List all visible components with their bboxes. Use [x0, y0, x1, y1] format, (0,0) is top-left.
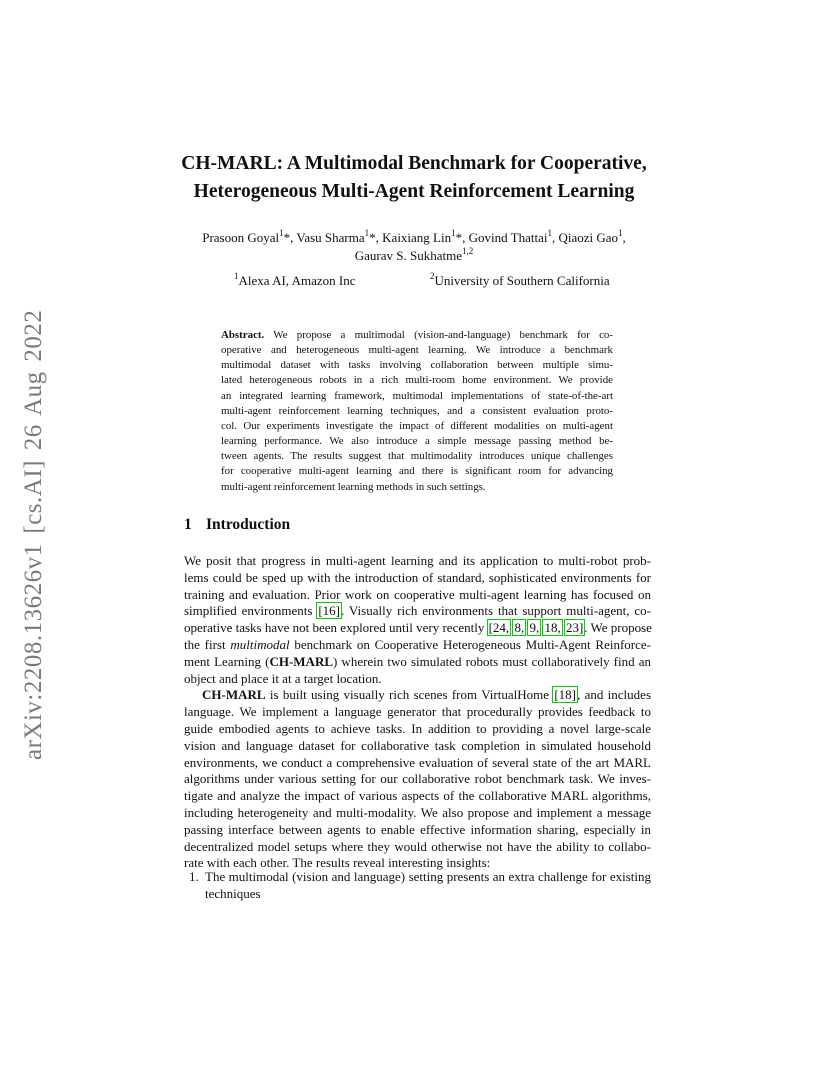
list-item-number: 1. — [189, 869, 199, 884]
author-name: Gaurav S. Sukhatme — [354, 248, 462, 263]
affiliation-name: Alexa AI, Amazon Inc — [238, 273, 356, 288]
title-line-1: CH-MARL: A Multimodal Benchmark for Cooperative, — [181, 153, 647, 174]
list-item-line: techniques — [205, 885, 261, 901]
text-run: benchmark on Cooperative Heterogeneous Multi-Agent Reinforce- — [289, 636, 652, 652]
author-affiliation-marker: 1 — [547, 227, 552, 238]
paragraph-line: decentralized model setups where they would otherwise not have the ability to collabo- — [184, 838, 651, 854]
abstract-line: tween agents. The results suggest that multimodality introduces unique challenges — [221, 450, 613, 463]
insights-list — [184, 869, 651, 903]
paragraph-line — [184, 637, 651, 654]
paragraph-line — [184, 687, 651, 704]
citation-link[interactable]: 18, — [544, 620, 561, 636]
paragraph-line: guide embodied agents to achieve tasks. In addition to providing a novel large-scale — [184, 720, 651, 736]
paragraph-line: passing interface between agents to enable effective information sharing, especially in — [184, 821, 651, 837]
text-run: is built using visually rich scenes from VirtualHome — [265, 687, 554, 703]
section-number: 1 — [184, 516, 192, 533]
bold-text: CH-MARL — [269, 653, 333, 669]
author-name: Govind Thattai — [468, 230, 548, 245]
paragraph-line — [184, 603, 651, 620]
affiliation-marker: 2 — [430, 270, 435, 281]
author-separator: *, — [283, 230, 297, 245]
abstract-line: for cooperative multi-agent learning and there is significant room for advancing — [221, 465, 613, 478]
author-separator: , — [551, 230, 559, 245]
abstract-label: Abstract. — [221, 329, 265, 341]
author-separator: *, — [455, 230, 469, 245]
introduction-body — [184, 553, 651, 872]
paragraph-line: environments, we conduct a comprehensive evaluation of several state of the art MARL — [184, 754, 651, 770]
author-list — [150, 229, 678, 265]
abstract-line — [221, 328, 613, 343]
text-run: . Visually rich environments that support multi-agent, co- — [341, 603, 651, 619]
paragraph-line: training and evaluation. Prior work on cooperative multi-agent learning has focused on — [184, 586, 651, 602]
citation-link[interactable]: [16] — [318, 603, 340, 619]
citation-link[interactable]: [18] — [554, 687, 576, 703]
abstract-line: an integrated learning framework, multimodal implementations of state-of-the-art — [221, 389, 613, 402]
paragraph-line: We posit that progress in multi-agent learning and its application to multi-robot prob- — [184, 553, 651, 568]
author-name: Prasoon Goyal — [202, 230, 280, 245]
author-line-2 — [150, 247, 678, 265]
author-name: Kaixiang Lin — [382, 230, 452, 245]
author-affiliation-marker: 1 — [364, 227, 370, 238]
author-name: Vasu Sharma — [296, 230, 365, 245]
author-separator: *, — [369, 230, 383, 245]
paragraph-line: algorithms under various setting for our collaborative robot benchmark task. We inves- — [184, 771, 651, 787]
text-run: simplified environments — [184, 603, 318, 619]
text-run: . We propose — [584, 620, 652, 636]
title-line-2: Heterogeneous Multi-Agent Reinforcement Learning — [193, 181, 635, 202]
paragraph-line: language. We implement a language generator that procedurally provides feedback to — [184, 704, 651, 720]
abstract-line: learning performance. We also introduce a simple message passing method be- — [221, 435, 613, 448]
paragraph-line — [184, 654, 651, 671]
paragraph-line — [184, 620, 651, 637]
author-affiliation-marker: 1,2 — [461, 245, 474, 256]
list-item-line: The multimodal (vision and language) setting presents an extra challenge for existing — [205, 869, 651, 884]
section-heading-introduction — [184, 516, 290, 534]
text-run: the first — [184, 636, 231, 652]
bold-text: CH-MARL — [202, 687, 266, 703]
paragraph-line: object and place it at a target location. — [184, 670, 382, 686]
abstract-line: multimodal dataset with tasks involving collaboration between multiple simu- — [221, 359, 613, 372]
author-affiliation-marker: 1 — [618, 227, 623, 238]
citation-link[interactable]: 23] — [565, 620, 584, 636]
text-run: ) wherein two simulated robots must collaboratively find an — [333, 653, 651, 669]
paragraph-line: rate with each other. The results reveal interesting insights: — [184, 855, 491, 871]
affiliation-usc — [430, 270, 610, 289]
text-run: operative tasks have not been explored until very recently — [184, 620, 488, 636]
author-affiliation-marker: 1 — [451, 227, 456, 238]
citation-link[interactable]: [24, — [488, 620, 510, 636]
paragraph-line: lems could be sped up with the introduction of standard, sophisticated environments for — [184, 569, 651, 585]
abstract-text: We propose a multimodal (vision-and-language) benchmark for co- — [264, 329, 613, 341]
section-title: Introduction — [206, 516, 291, 533]
emphasis-text: multimodal — [230, 636, 290, 652]
abstract-line: col. Our experiments investigate the impact of different modalities on multi-agent — [221, 419, 613, 432]
list-item — [184, 869, 651, 903]
text-run: , and includes — [577, 687, 651, 703]
paragraph-line: including heterogeneity and multi-modality. We also propose and implement a message — [184, 804, 651, 820]
affiliation-marker: 1 — [234, 270, 239, 281]
affiliation-amazon — [234, 270, 356, 289]
affiliation-name: University of Southern California — [434, 273, 610, 288]
abstract-line: operative and heterogeneous multi-agent learning. We introduce a benchmark — [221, 344, 613, 357]
author-name: Qiaozi Gao — [558, 230, 619, 245]
author-line-1 — [150, 229, 678, 247]
arxiv-identifier-stamp: arXiv:2208.13626v1 [cs.AI] 26 Aug 2022 — [20, 309, 47, 760]
citation-link[interactable]: 8, — [514, 620, 525, 636]
abstract-line: multi-agent reinforcement learning methods in such settings. — [221, 480, 486, 493]
abstract — [221, 328, 613, 495]
abstract-line: multi-agent reinforcement learning techniques, and a consistent evaluation proto- — [221, 404, 613, 417]
paragraph-line: vision and language dataset for collaborative task completion in simulated household — [184, 737, 651, 753]
text-run: ment Learning ( — [184, 653, 270, 669]
author-separator: , — [622, 230, 626, 245]
citation-link[interactable]: 9, — [529, 620, 540, 636]
author-affiliation-marker: 1 — [279, 227, 284, 238]
paragraph-line: tigate and analyze the impact of various aspects of the collaborative MARL algorithms, — [184, 788, 651, 804]
paper-title — [150, 150, 678, 206]
abstract-line: lated heterogeneous robots in a rich multi-room home environment. We provide — [221, 374, 613, 387]
